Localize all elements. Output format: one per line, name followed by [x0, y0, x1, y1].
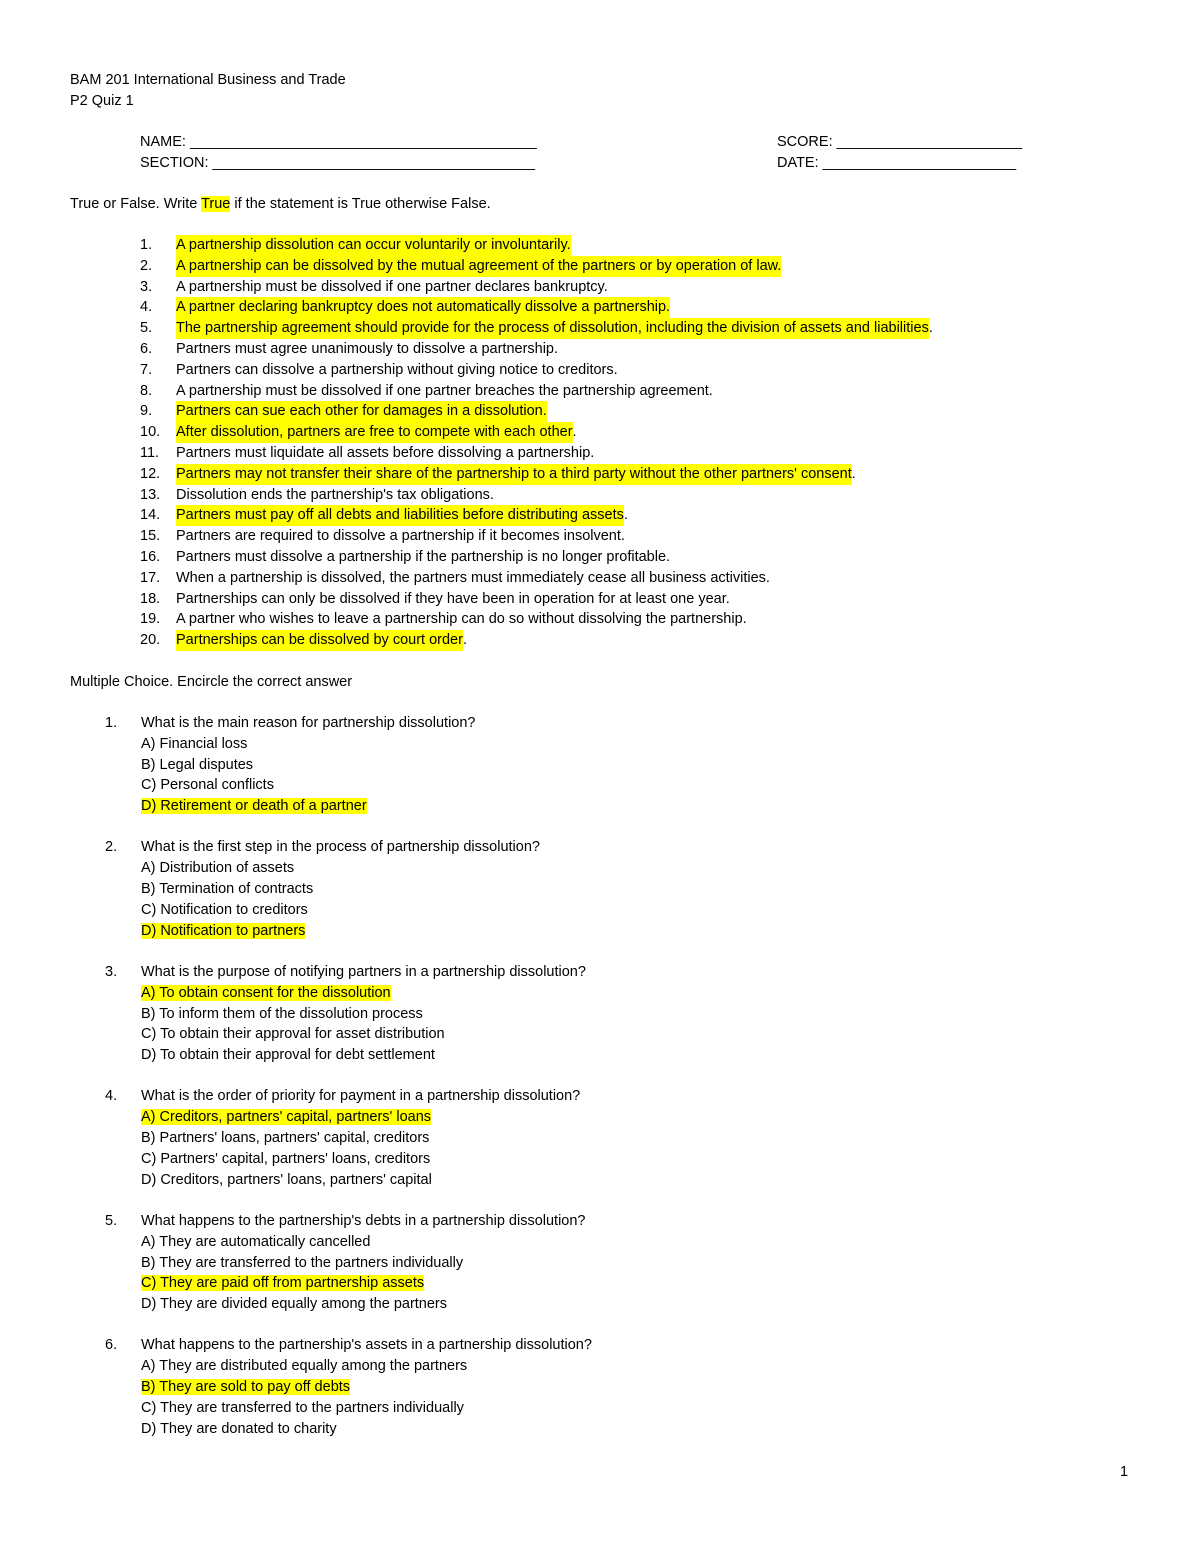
question-number: 6. [105, 1337, 118, 1354]
question-number: 2. [105, 839, 118, 856]
instruction-highlight: True [201, 196, 231, 212]
item-text: A partnership must be dissolved if one partner breaches the partnership agreement. [176, 382, 713, 399]
item-text: Partners can dissolve a partnership without giving notice to creditors. [176, 361, 618, 378]
instruction-prefix: True or False. Write [70, 196, 202, 212]
item-text: A partnership dissolution can occur voluntarily or involuntarily. [176, 235, 571, 256]
list-item [140, 485, 933, 506]
question-text: What is the order of priority for payment in a partnership dissolution? [141, 1088, 581, 1105]
item-text: When a partnership is dissolved, the partners must immediately cease all business activities. [176, 569, 770, 586]
item-number: 4. [140, 299, 153, 316]
answer-option: B) Legal disputes [141, 756, 254, 773]
answer-option: C) Partners' capital, partners' loans, creditors [141, 1150, 431, 1167]
question-text: What is the main reason for partnership dissolution? [141, 715, 476, 731]
name-field: NAME: ___________________________________________ [140, 134, 537, 150]
question-number: 1. [105, 715, 118, 731]
answer-option: B) Partners' loans, partners' capital, creditors [141, 1130, 430, 1147]
item-number: 3. [140, 278, 153, 295]
list-item [140, 464, 933, 485]
answer-option: D) Creditors, partners' loans, partners' capital [141, 1171, 432, 1188]
list-item [140, 277, 933, 298]
item-text: Dissolution ends the partnership's tax obligations. [176, 486, 494, 503]
item-number: 19. [140, 611, 161, 628]
item-number: 14. [140, 507, 161, 524]
item-text: The partnership agreement should provide for the process of dissolution, including the division of assets and liabilities [176, 318, 929, 339]
answer-option: A) To obtain consent for the dissolution [141, 984, 391, 1001]
answer-option: D) They are divided equally among the partners [141, 1296, 448, 1313]
item-text: Partners must liquidate all assets before dissolving a partnership. [176, 444, 595, 461]
answer-option: A) Distribution of assets [141, 860, 295, 877]
item-number: 20. [140, 632, 161, 649]
item-number: 10. [140, 424, 161, 441]
answer-option: A) Creditors, partners' capital, partners' loans [141, 1109, 432, 1126]
answer-option: B) Termination of contracts [141, 881, 314, 898]
item-number: 17. [140, 569, 161, 586]
item-number: 8. [140, 382, 153, 399]
list-item [140, 568, 933, 589]
list-item [140, 526, 933, 547]
item-number: 1. [140, 237, 153, 253]
date-field: DATE: ________________________ [777, 155, 1017, 171]
page-number: 1 [1120, 1464, 1129, 1480]
question-number: 3. [105, 963, 118, 980]
item-number: 6. [140, 340, 153, 357]
answer-option: C) They are transferred to the partners individually [141, 1399, 464, 1416]
item-tail: . [572, 424, 577, 441]
list-item [140, 443, 933, 464]
item-number: 18. [140, 590, 161, 607]
question-text: What is the purpose of notifying partners in a partnership dissolution? [141, 963, 586, 980]
item-text: A partnership must be dissolved if one partner declares bankruptcy. [176, 278, 608, 295]
question-block [105, 962, 592, 1066]
question-block [105, 837, 592, 941]
item-text: Partners must agree unanimously to dissolve a partnership. [176, 340, 559, 357]
question-block [105, 1086, 592, 1190]
answer-option: B) To inform them of the dissolution process [141, 1005, 423, 1022]
item-text: Partners are required to dissolve a partnership if it becomes insolvent. [176, 528, 625, 545]
item-tail: . [623, 507, 628, 524]
list-item [140, 297, 933, 318]
item-tail: . [462, 632, 467, 649]
list-item [140, 339, 933, 360]
instruction-suffix: if the statement is True otherwise False. [230, 196, 491, 212]
item-number: 2. [140, 257, 153, 274]
item-number: 9. [140, 403, 153, 420]
item-text: Partners must dissolve a partnership if the partnership is no longer profitable. [176, 548, 671, 565]
multiple-choice-list [105, 713, 592, 1460]
question-text: What is the first step in the process of partnership dissolution? [141, 839, 540, 856]
answer-option: D) They are donated to charity [141, 1420, 337, 1437]
item-text: Partners must pay off all debts and liabilities before distributing assets [176, 505, 624, 526]
score-field: SCORE: _______________________ [777, 134, 1023, 150]
list-item [140, 589, 933, 610]
answer-option: C) Personal conflicts [141, 777, 274, 794]
item-text: Partners can sue each other for damages in a dissolution. [176, 401, 547, 422]
answer-option: C) To obtain their approval for asset distribution [141, 1026, 445, 1043]
multiple-choice-instruction: Multiple Choice. Encircle the correct answer [70, 674, 353, 690]
item-text: A partnership can be dissolved by the mutual agreement of the partners or by operation of law. [176, 256, 781, 277]
list-item [140, 401, 933, 422]
answer-option: C) Notification to creditors [141, 901, 308, 918]
item-number: 15. [140, 528, 161, 545]
course-title: BAM 201 International Business and Trade [70, 72, 346, 88]
item-number: 13. [140, 486, 161, 503]
item-text: A partner who wishes to leave a partnership can do so without dissolving the partnership. [176, 611, 747, 628]
answer-option: B) They are sold to pay off debts [141, 1379, 351, 1396]
item-text: Partners may not transfer their share of the partnership to a third party without the other partners' consent [176, 464, 852, 485]
true-false-instruction [70, 194, 491, 215]
question-text: What happens to the partnership's debts in a partnership dissolution? [141, 1212, 586, 1229]
item-text: After dissolution, partners are free to compete with each other [176, 422, 573, 443]
list-item [140, 318, 933, 339]
item-text: Partnerships can only be dissolved if they have been in operation for at least one year. [176, 590, 730, 607]
question-number: 5. [105, 1212, 118, 1229]
item-tail: . [851, 465, 856, 482]
item-number: 11. [140, 444, 160, 461]
answer-option: A) They are distributed equally among the partners [141, 1358, 468, 1375]
item-number: 5. [140, 320, 153, 337]
answer-option: D) Notification to partners [141, 922, 306, 939]
answer-option: D) Retirement or death of a partner [141, 798, 367, 815]
list-item [140, 609, 933, 630]
item-number: 12. [140, 465, 161, 482]
answer-option: A) They are automatically cancelled [141, 1233, 371, 1250]
item-text: A partner declaring bankruptcy does not automatically dissolve a partnership. [176, 297, 670, 318]
list-item [140, 547, 933, 568]
list-item [140, 505, 933, 526]
answer-option: D) To obtain their approval for debt settlement [141, 1047, 435, 1064]
true-false-list [140, 235, 933, 651]
list-item [140, 422, 933, 443]
answer-option: A) Financial loss [141, 735, 248, 752]
list-item [140, 381, 933, 402]
question-block [105, 1211, 592, 1315]
list-item [140, 630, 933, 651]
item-number: 7. [140, 361, 153, 378]
section-field: SECTION: ________________________________________ [140, 155, 536, 171]
list-item [140, 360, 933, 381]
question-block [105, 1335, 592, 1439]
answer-option: C) They are paid off from partnership assets [141, 1275, 425, 1292]
item-number: 16. [140, 548, 161, 565]
question-block [105, 713, 592, 817]
question-text: What happens to the partnership's assets in a partnership dissolution? [141, 1337, 592, 1354]
list-item [140, 256, 933, 277]
question-number: 4. [105, 1088, 118, 1105]
item-tail: . [928, 320, 933, 337]
quiz-title: P2 Quiz 1 [70, 93, 134, 109]
list-item [140, 235, 933, 256]
answer-option: B) They are transferred to the partners individually [141, 1254, 464, 1271]
item-text: Partnerships can be dissolved by court order [176, 630, 463, 651]
